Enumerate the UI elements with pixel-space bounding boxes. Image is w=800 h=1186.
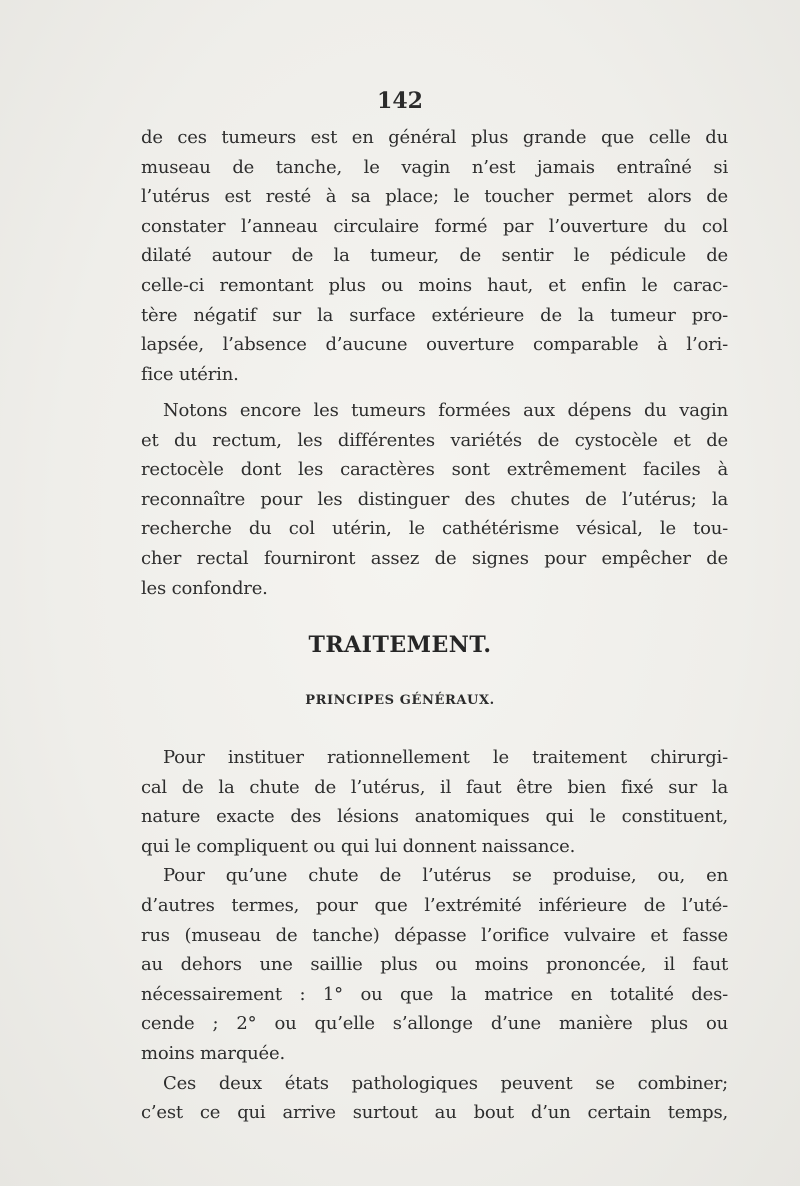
text-line: fice utérin. xyxy=(141,363,239,385)
text-line: cal de la chute de l’utérus, il faut être bien fixé sur la xyxy=(141,776,728,798)
text-line: qui le compliquent ou qui lui donnent naissance. xyxy=(141,835,576,857)
text-line: Pour qu’une chute de l’utérus se produise, ou, en xyxy=(163,865,728,887)
text-block-bottom xyxy=(141,743,728,1128)
text-line: l’utérus est resté à sa place; le toucher permet alors de xyxy=(141,186,728,208)
text-line: cher rectal fourniront assez de signes pour empêcher de xyxy=(141,547,728,569)
text-line: c’est ce qui arrive surtout au bout d’un certain temps, xyxy=(141,1102,728,1124)
subsection-title: PRINCIPES GÉNÉRAUX. xyxy=(305,693,495,708)
text-line: Ces deux états pathologiques peuvent se combiner; xyxy=(163,1072,728,1094)
text-line: dilaté autour de la tumeur, de sentir le pédicule de xyxy=(141,245,728,267)
text-line: Pour instituer rationnellement le traitement chirurgi- xyxy=(163,747,728,768)
text-line: reconnaître pour les distinguer des chutes de l’utérus; la xyxy=(141,488,728,510)
text-line: recherche du col utérin, le cathétérisme vésical, le tou- xyxy=(141,518,728,540)
text-line: lapsée, l’absence d’aucune ouverture comparable à l’ori- xyxy=(141,334,728,356)
page-number: 142 xyxy=(377,88,423,114)
text-line: tère négatif sur la surface extérieure de la tumeur pro- xyxy=(141,304,728,326)
text-line: nécessairement : 1° ou que la matrice en totalité des- xyxy=(141,983,728,1005)
text-line: constater l’anneau circulaire formé par l’ouverture du col xyxy=(141,215,728,237)
text-line: nature exacte des lésions anatomiques qui le constituent, xyxy=(141,806,728,828)
text-line: au dehors une saillie plus ou moins prononcée, il faut xyxy=(141,954,728,976)
text-line: rectocèle dont les caractères sont extrêmement faciles à xyxy=(141,459,728,481)
text-line: cende ; 2° ou qu’elle s’allonge d’une manière plus ou xyxy=(141,1013,728,1035)
text-block-top xyxy=(141,123,728,389)
text-line: de ces tumeurs est en général plus grande que celle du xyxy=(141,127,728,148)
text-block-middle xyxy=(141,396,728,603)
text-line: celle-ci remontant plus ou moins haut, et enfin le carac- xyxy=(141,274,728,296)
text-line: museau de tanche, le vagin n’est jamais entraîné si xyxy=(141,156,728,178)
text-line: et du rectum, les différentes variétés de cystocèle et de xyxy=(141,429,728,451)
text-line: Notons encore les tumeurs formées aux dépens du vagin xyxy=(163,400,728,421)
section-title: TRAITEMENT. xyxy=(308,632,492,658)
text-line: les confondre. xyxy=(141,577,268,599)
text-line: rus (museau de tanche) dépasse l’orifice vulvaire et fasse xyxy=(141,924,728,946)
text-line: moins marquée. xyxy=(141,1042,285,1064)
text-line: d’autres termes, pour que l’extrémité inférieure de l’uté- xyxy=(141,894,728,916)
